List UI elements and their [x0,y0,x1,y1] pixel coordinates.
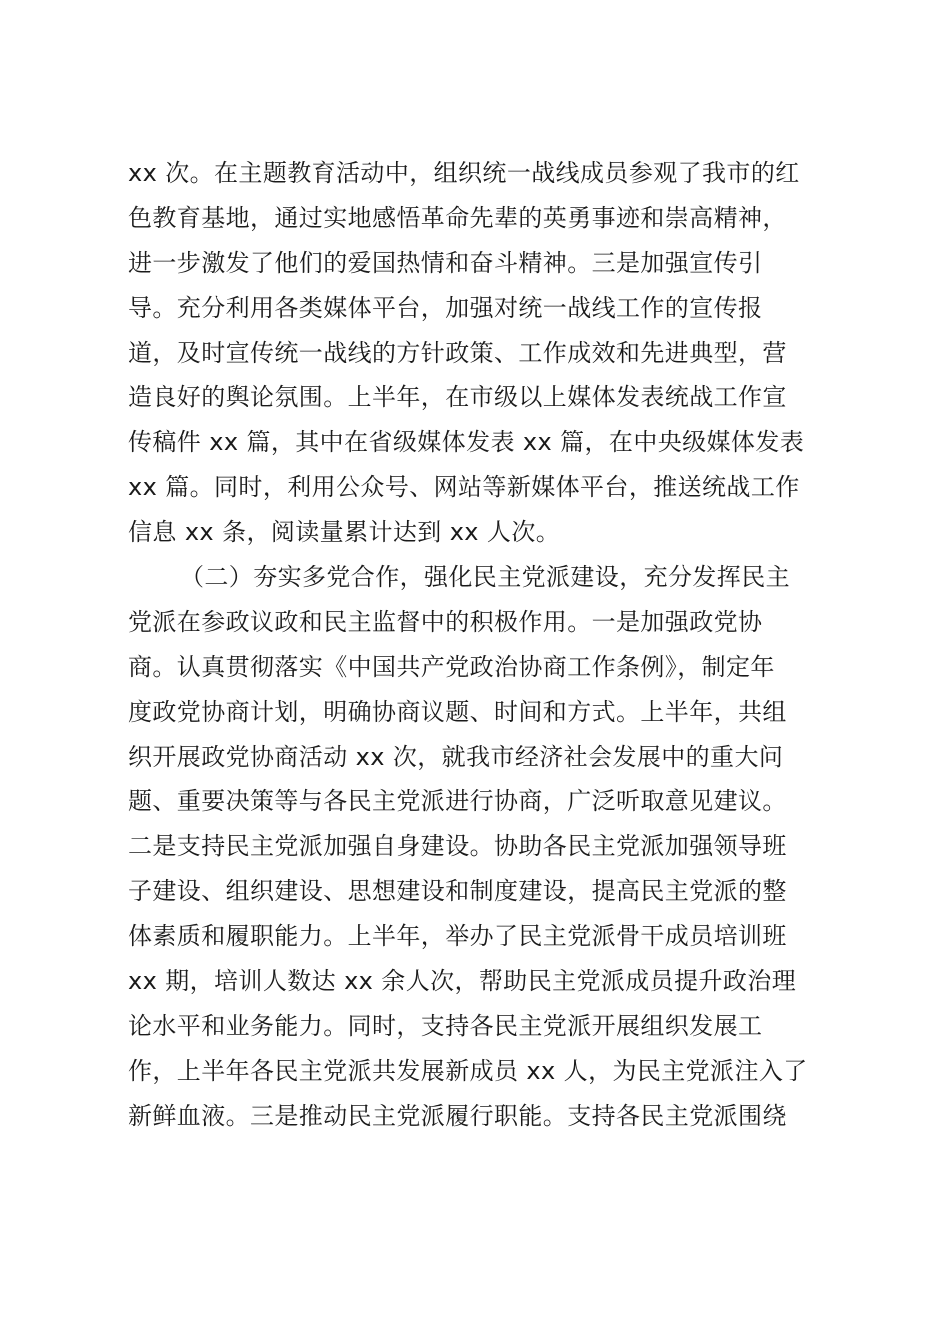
text-line: 论水平和业务能力。同时，支持各民主党派开展组织发展工 [128,1011,763,1040]
text-line: 信息 xx 条，阅读量累计达到 xx 人次。 [128,518,561,547]
text-line: 织开展政党协商活动 xx 次，就我市经济社会发展中的重大问 [128,742,784,771]
text-line: 商。认真贯彻落实《中国共产党政治协商工作条例》，制定年 [128,652,775,681]
text-line: xx 篇。同时，利用公众号、网站等新媒体平台，推送统战工作 [128,473,800,502]
text-line: 色教育基地，通过实地感悟革命先辈的英勇事迹和崇高精神， [128,203,787,232]
text-line: 新鲜血液。三是推动民主党派履行职能。支持各民主党派围绕 [128,1101,787,1130]
text-line: 导。充分利用各类媒体平台，加强对统一战线工作的宣传报 [128,293,763,322]
text-line: xx 次。在主题教育活动中，组织统一战线成员参观了我市的红 [128,159,800,187]
text-line: 作，上半年各民主党派共发展新成员 xx 人，为民主党派注入了 [128,1056,808,1085]
text-line: 体素质和履职能力。上半年，举办了民主党派骨干成员培训班 [128,922,787,951]
document-body [128,151,833,1139]
text-line: 子建设、组织建设、思想建设和制度建设，提高民主党派的整 [128,877,787,906]
text-line: 度政党协商计划，明确协商议题、时间和方式。上半年，共组 [128,697,787,726]
text-line: 道，及时宣传统一战线的方针政策、工作成效和先进典型，营 [128,338,787,367]
text-line: 题、重要决策等与各民主党派进行协商，广泛听取意见建议。 [128,787,787,816]
text-line: 造良好的舆论氛围。上半年，在市级以上媒体发表统战工作宣 [128,383,787,412]
text-line: 进一步激发了他们的爱国热情和奋斗精神。三是加强宣传引 [128,248,763,277]
text-line: 传稿件 xx 篇，其中在省级媒体发表 xx 篇，在中央级媒体发表 [128,428,805,457]
text-line: xx 期，培训人数达 xx 余人次，帮助民主党派成员提升政治理 [128,967,797,996]
text-line: 党派在参政议政和民主监督中的积极作用。一是加强政党协 [128,607,763,636]
section-heading-line: （二）夯实多党合作，强化民主党派建设，充分发挥民主 [180,563,790,592]
text-line: 二是支持民主党派加强自身建设。协助各民主党派加强领导班 [128,832,787,861]
